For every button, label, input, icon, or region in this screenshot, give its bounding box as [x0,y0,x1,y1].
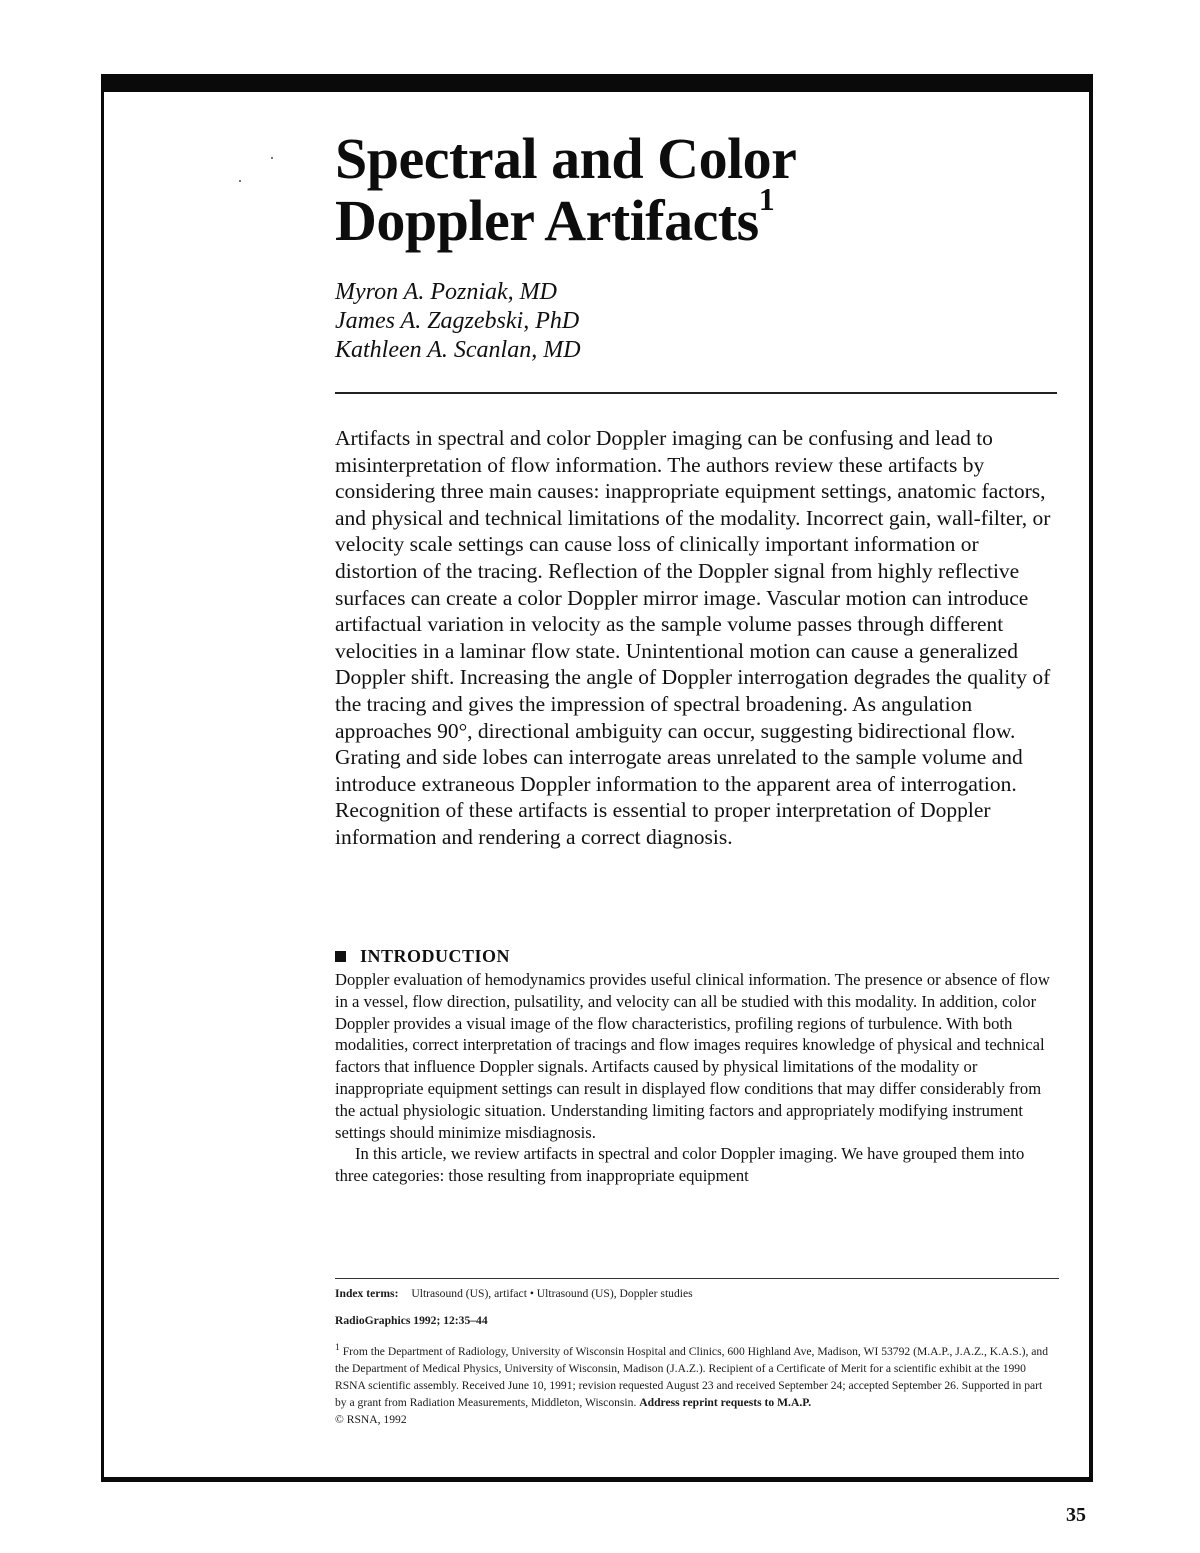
affiliation-note [335,1339,1055,1411]
title-line-1: Spectral and Color [335,126,797,191]
top-border-bar [101,74,1093,92]
title-line-2: Doppler Artifacts [335,188,759,253]
article-title [335,128,1055,252]
section-heading-label: INTRODUCTION [360,946,511,966]
copyright-notice: © RSNA, 1992 [335,1412,407,1426]
page-number: 35 [1066,1504,1086,1526]
footnote-divider [335,1278,1059,1279]
author-name: Myron A. Pozniak, MD [335,279,557,305]
author-name: Kathleen A. Scanlan, MD [335,337,581,363]
section-bullet-icon [335,951,346,962]
abstract-text: Artifacts in spectral and color Doppler imaging can be confusing and lead to misinterpretation of flow information. The authors review these artifacts by considering three main causes: inappropriate equipment settings, anatomic factors, and physical and technical limitations of the modality. Incorrect gain, wall-filter, or velocity scale settings can cause loss of clinically important information or distortion of the tracing. Reflection of the Doppler signal from highly reflective surfaces can create a color Doppler mirror image. Vascular motion can introduce artifactual variation in velocity as the sample volume passes through different velocities in a laminar flow state. Unintentional motion can cause a generalized Doppler shift. Increasing the angle of Doppler interrogation degrades the quality of the tracing and gives the impression of spectral broadening. As angulation approaches 90°, directional ambiguity can occur, suggesting bidirectional flow. Grating and side lobes can interrogate areas unrelated to the sample volume and introduce extraneous Doppler information to the apparent area of interrogation. Recognition of these artifacts is essential to proper interpretation of Doppler information and rendering a correct diagnosis. [335,426,1051,849]
section-heading-introduction [335,945,1035,967]
reprint-request: Address reprint requests to M.A.P. [639,1395,812,1409]
index-terms-label: Index terms: [335,1287,399,1300]
index-terms [335,1285,1055,1302]
affiliation-footnote-mark: 1 [335,1342,340,1353]
scan-speck [271,157,273,159]
scan-speck [239,180,241,182]
introduction-body [335,969,1055,1187]
author-name: James A. Zagzebski, PhD [335,308,580,334]
bottom-border [101,1477,1093,1482]
title-footnote-mark: 1 [758,181,775,217]
body-paragraph: In this article, we review artifacts in spectral and color Doppler imaging. We have grouped them into three categories: those resulting from inappropriate equipment [335,1144,1025,1186]
left-border [101,74,104,1482]
affiliation-text: From the Department of Radiology, University of Wisconsin Hospital and Clinics, 600 Highland Ave, Madison, WI 53792 (M.A.P., J.A.Z., K.A.S.), and the Department of Medical Physics, University of Wisconsin, Madison (J.A.Z.). Recipient of a Certificate of Merit for a scientific exhibit at the 1990 RSNA scientific assembly. Received June 10, 1991; revision requested August 23 and received September 24; accepted September 26. Supported in part by a grant from Radiation Measurements, Middleton, Wisconsin. [335,1344,1049,1409]
body-paragraph: Doppler evaluation of hemodynamics provides useful clinical information. The presence or absence of flow in a vessel, flow direction, pulsatility, and velocity can all be studied with this modality. In addition, color Doppler provides a visual image of the flow characteristics, profiling regions of turbulence. With both modalities, correct interpretation of tracings and flow images requires knowledge of physical and technical factors that influence Doppler signals. Artifacts caused by physical limitations of the modality or inappropriate equipment settings can result in displayed flow conditions that may differ considerably from the actual physiologic situation. Understanding limiting factors and appropriately modifying instrument settings should minimize misdiagnosis. [335,970,1050,1142]
right-border [1089,74,1093,1482]
journal-citation: RadioGraphics 1992; 12:35–44 [335,1314,488,1327]
header-divider [335,392,1057,394]
footnotes-block [335,1285,1055,1428]
author-list [335,278,835,365]
index-terms-text: Ultrasound (US), artifact • Ultrasound (US), Doppler studies [411,1287,693,1300]
